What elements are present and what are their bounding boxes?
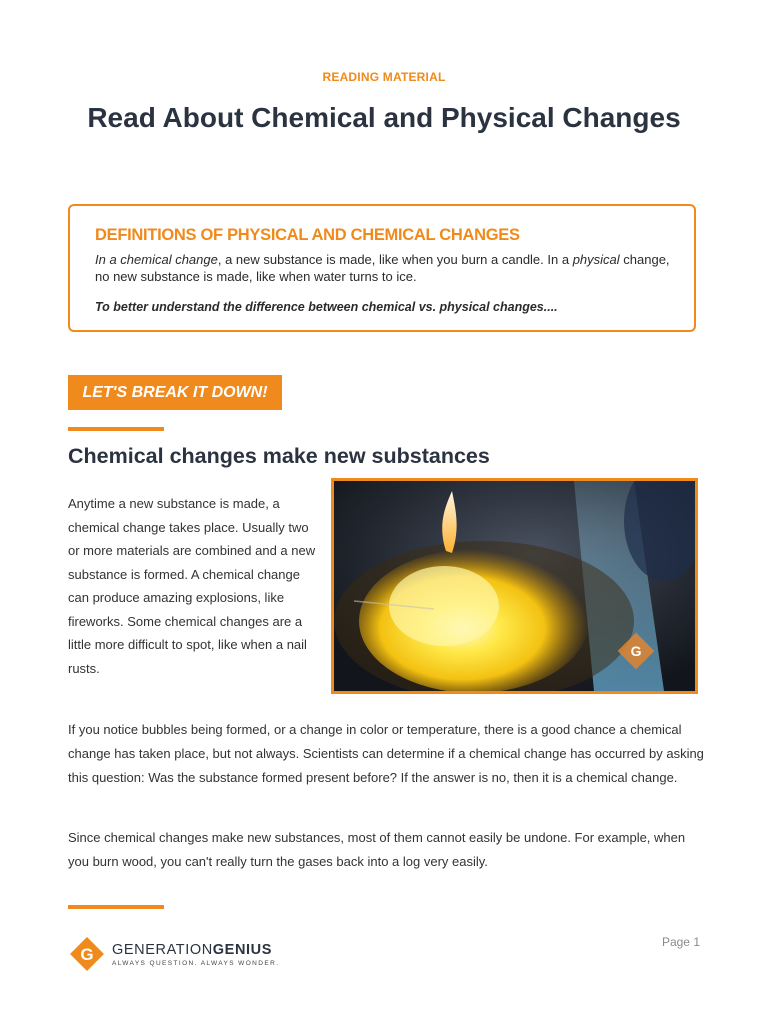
svg-text:G: G (630, 643, 642, 659)
page-number: Page 1 (661, 935, 700, 949)
definitions-text (95, 252, 675, 285)
brand-name (112, 942, 272, 958)
side-paragraph: Anytime a new substance is made, a chemical change takes place. Usually two or more materials are combined and a new substance is formed. A chemical change can produce amazing explosions, like fireworks. Some chemical changes are a little more difficult to spot, like when a nail rusts. (68, 496, 316, 676)
explosion-illustration (334, 481, 695, 691)
definitions-heading: DEFINITIONS OF PHYSICAL AND CHEMICAL CHANGES (95, 226, 520, 244)
definitions-lead: To better understand the difference between chemical vs. physical changes.... (95, 300, 558, 314)
brand-lockup (68, 934, 298, 974)
section-title: Chemical changes make new substances (68, 444, 490, 468)
eyebrow-label: READING MATERIAL (322, 70, 446, 84)
footer-divider (68, 905, 164, 909)
paragraph-bubbles: If you notice bubbles being formed, or a change in color or temperature, there is a good chance a chemical change has taken place, but not always. Scientists can determine if a chemical change has occurred by asking this question: Was the substance formed present before? If the answer is no, then it is a chemical change. (68, 722, 704, 785)
chemical-change-term: In a chemical change (95, 252, 218, 267)
physical-change-term: physical (572, 252, 620, 267)
brand-tagline: ALWAYS QUESTION. ALWAYS WONDER. (112, 960, 280, 967)
page-title: Read About Chemical and Physical Changes (87, 102, 681, 133)
explosion-photo (331, 478, 698, 694)
section-badge: LET'S BREAK IT DOWN! (68, 375, 282, 410)
paragraph-undone: Since chemical changes make new substances, most of them cannot easily be undone. For example, when you burn wood, you can't really turn the gases back into a log very easily. (68, 830, 686, 869)
generation-genius-logo-icon (68, 934, 106, 974)
definitions-box (68, 204, 696, 332)
brand-name-bold: GENIUS (212, 942, 272, 958)
chemical-change-definition: , a new substance is made, like when you burn a candle. In a (217, 252, 573, 267)
physical-change-definition: change, no new substance is made, like when water turns to ice. (95, 252, 670, 284)
section-divider (68, 427, 164, 431)
brand-name-light: GENERATION (112, 942, 213, 958)
svg-text:G: G (80, 945, 94, 964)
